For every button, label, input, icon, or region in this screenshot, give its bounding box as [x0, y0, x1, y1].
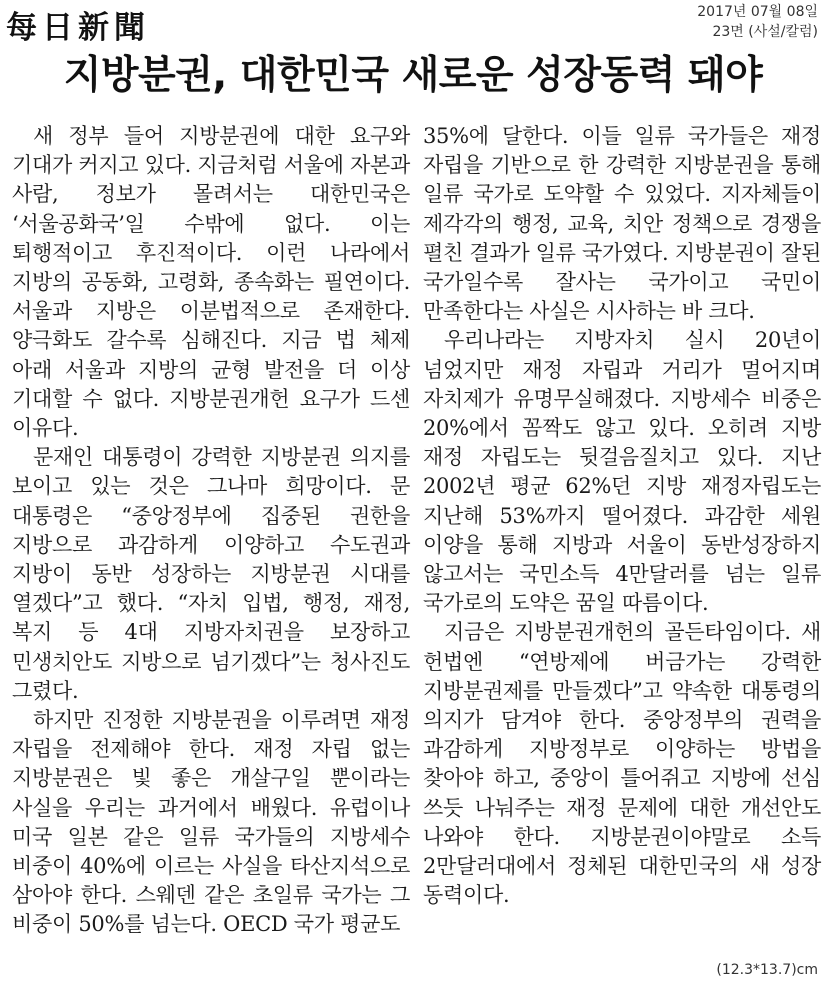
body-column-left [12, 122, 410, 940]
page-section: 23면 (사설/칼럼) [712, 24, 818, 40]
paragraph: 우리나라는 지방자치 실시 20년이 넘었지만 재정 자립과 거리가 멀어지며 자치제가 유명무실해졌다. 지방세수 비중은 20%에서 꼼짝도 않고 있다. 오히려 지방 재정 자립도는 뒷걸음질치고 있다. 지난 2002년 평균 62%던 지방 재정자립도는 지난해 53%까지 떨어졌다. 과감한 세원 이양을 통해 지방과 서울이 동반성장하지 않고서는 국민소득 4만달러를 넘는 일류 국가로의 도약은 꿈일 따름이다. [423, 328, 821, 616]
paragraph: 하지만 진정한 지방분권을 이루려면 재정 자립을 전제해야 한다. 재정 자립 없는 지방분권은 빛 좋은 개살구일 뿐이라는 사실을 우리는 과거에서 배웠다. 유럽이나 미국 일본 같은 일류 국가들의 지방세수 비중이 40%에 이르는 사실을 타산지석으로 삼아야 한다. 스웨덴 같은 초일류 국가는 그 비중이 50%를 넘는다. OECD 국가 평균도 [12, 708, 410, 937]
article-size-note: (12.3*13.7)cm [716, 962, 818, 978]
paragraph: 문재인 대통령이 강력한 지방분권 의지를 보이고 있는 것은 그나마 희망이다. 문 대통령은 “중앙정부에 집중된 권한을 지방으로 과감하게 이양하고 수도권과 지방이 동반 성장하는 지방분권 시대를 열겠다”고 했다. “자치 입법, 행정, 재정, 복지 등 4대 지방자치권을 보장하고 민생치안도 지방으로 넘기겠다”는 청사진도 그렸다. [12, 445, 410, 703]
paragraph: 지금은 지방분권개헌의 골든타임이다. 새 헌법엔 “연방제에 버금가는 강력한 지방분권제를 만들겠다”고 약속한 대통령의 의지가 담겨야 한다. 중앙정부의 권력을 과감하게 지방정부로 이양하는 방법을 찾아야 하고, 중앙이 틀어쥐고 지방에 선심 쓰듯 나눠주는 재정 문제에 대한 개선안도 나와야 한다. 지방분권이야말로 소득 2만달러대에서 정체된 대한민국의 새 성장 동력이다. [423, 620, 821, 908]
headline: 지방분권, 대한민국 새로운 성장동력 돼야 [63, 53, 763, 98]
publish-date: 2017년 07월 08일 [697, 4, 818, 20]
body-column-right [423, 122, 821, 910]
masthead-logo: 每日新聞 [6, 10, 150, 46]
article-meta [697, 2, 818, 42]
paragraph-continued: 35%에 달한다. 이들 일류 국가들은 재정 자립을 기반으로 한 강력한 지방분권을 통해 일류 국가로 도약할 수 있었다. 지자체들이 제각각의 행정, 교육, 치안 정책으로 경쟁을 펼친 결과가 일류 국가였다. 지방분권이 잘된 국가일수록 잘사는 국가이고 국민이 만족한다는 사실은 시사하는 바 크다. [423, 124, 821, 324]
paragraph: 새 정부 들어 지방분권에 대한 요구와 기대가 커지고 있다. 지금처럼 서울에 자본과 사람, 정보가 몰려서는 대한민국은 ‘서울공화국’일 수밖에 없다. 이는 퇴행적이고 후진적이다. 이런 나라에서 지방의 공동화, 고령화, 종속화는 필연이다. 서울과 지방은 이분법적으로 존재한다. 양극화도 갈수록 심해진다. 지금 법 체제 아래 서울과 지방의 균형 발전을 더 이상 기대할 수 없다. 지방분권개헌 요구가 드센 이유다. [12, 124, 410, 441]
